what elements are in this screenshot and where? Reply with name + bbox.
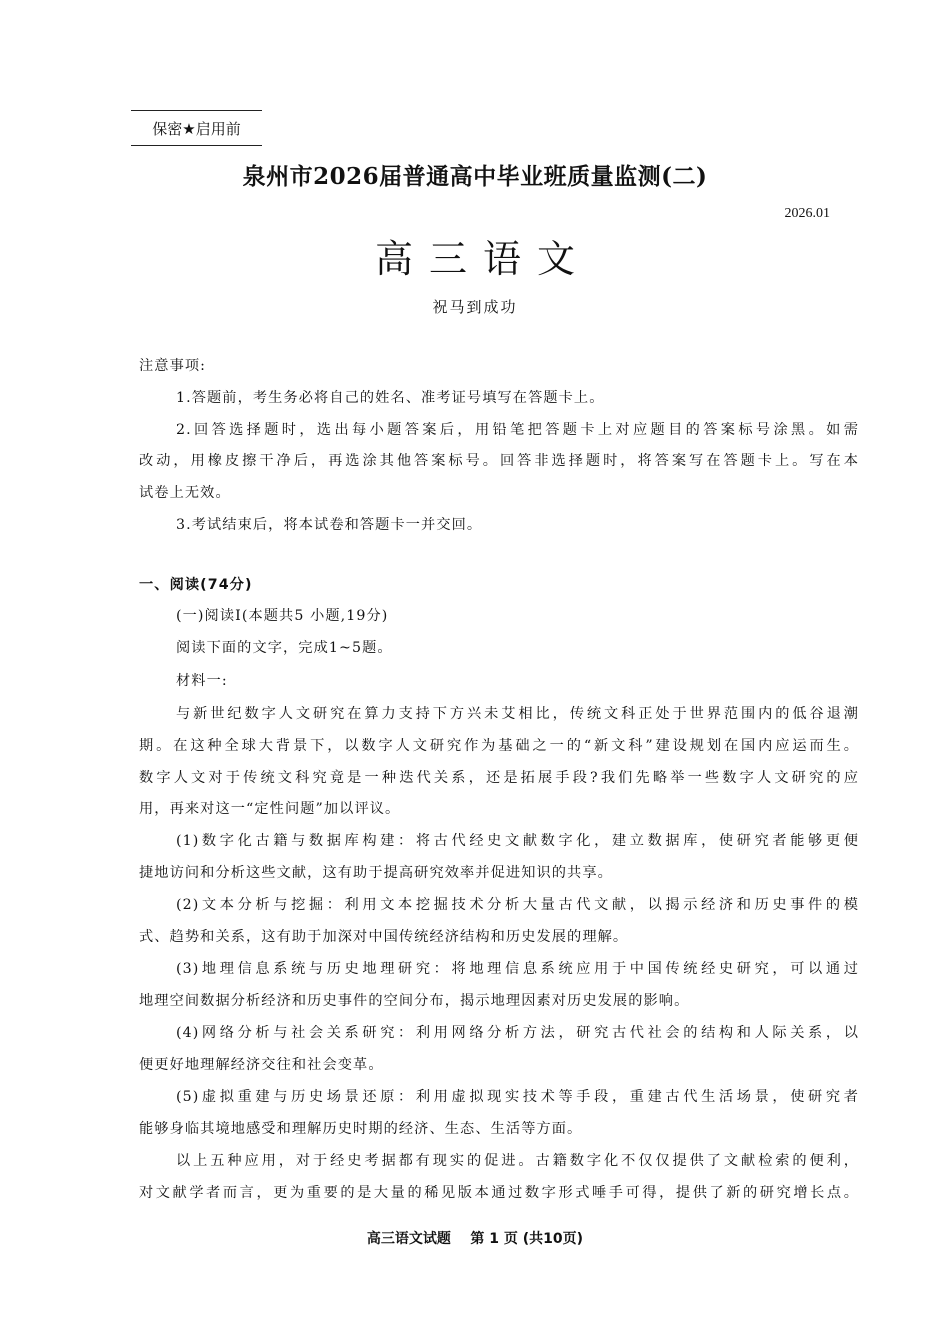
notice-item-2-line-1: 2.回答选择题时，选出每小题答案后，用铅笔把答题卡上对应题目的答案标号涂黑。如需 [176, 422, 859, 438]
notice-item-1: 1.答题前，考生务必将自己的姓名、准考证号填写在答题卡上。 [176, 390, 605, 406]
passage-p2-line-1: (1)数字化古籍与数据库构建：将古代经史文献数字化，建立数据库，使研究者能够更便 [176, 833, 859, 849]
page-footer: 高三语文试题 第 1 页 (共10页) [366, 1231, 584, 1247]
passage-p1-line-2: 期。在这种全球大背景下，以数字人文研究作为基础之一的“新文科”建设规划在国内应运而生。 [139, 738, 859, 754]
notice-item-3: 3.考试结束后，将本试卷和答题卡一并交回。 [176, 517, 483, 533]
passage-p1-line-4: 用，再来对这一“定性问题”加以评议。 [139, 801, 401, 817]
exam-title: 泉州市2026届普通高中毕业班质量监测(二) [242, 163, 708, 190]
section-instruction: 阅读下面的文字，完成1~5题。 [176, 640, 393, 656]
passage-p3-line-2: 式、趋势和关系，这有助于加深对中国传统经济结构和历史发展的理解。 [139, 929, 629, 945]
passage-p3-line-1: (2)文本分析与挖掘：利用文本挖掘技术分析大量古代文献，以揭示经济和历史事件的模 [176, 897, 859, 913]
section-heading: 一、阅读(74分) [139, 577, 253, 593]
passage-p2-line-2: 捷地访问和分析这些文献，这有助于提高研究效率并促进知识的共享。 [139, 865, 613, 881]
notice-heading: 注意事项: [139, 358, 207, 374]
section-subheading: (一)阅读Ⅰ(本题共5 小题,19分) [176, 608, 389, 624]
passage-p5-line-2: 便更好地理解经济交往和社会变革。 [139, 1057, 384, 1073]
passage-p6-line-2: 能够身临其境地感受和理解历史时期的经济、生态、生活等方面。 [139, 1121, 583, 1137]
passage-p7-line-2: 对文献学者而言，更为重要的是大量的稀见版本通过数字形式唾手可得，提供了新的研究增长点。 [139, 1185, 859, 1201]
exam-date: 2026.01 [784, 206, 830, 221]
confidential-label: 保密★启用前 [131, 110, 262, 146]
passage-p4-line-2: 地理空间数据分析经济和历史事件的空间分布，揭示地理因素对历史发展的影响。 [139, 993, 690, 1009]
notice-item-2-line-2: 改动，用橡皮擦干净后，再选涂其他答案标号。回答非选择题时，将答案写在答题卡上。写在本 [139, 453, 859, 469]
notice-item-2-line-3: 试卷上无效。 [139, 485, 231, 501]
material-label: 材料一: [176, 673, 228, 689]
passage-p1-line-3: 数字人文对于传统文科究竟是一种迭代关系，还是拓展手段?我们先略举一些数字人文研究的应 [139, 770, 859, 786]
slogan: 祝马到成功 [432, 298, 518, 316]
passage-p4-line-1: (3)地理信息系统与历史地理研究：将地理信息系统应用于中国传统经史研究，可以通过 [176, 961, 859, 977]
passage-p6-line-1: (5)虚拟重建与历史场景还原：利用虚拟现实技术等手段，重建古代生活场景，使研究者 [176, 1089, 859, 1105]
passage-p5-line-1: (4)网络分析与社会关系研究：利用网络分析方法，研究古代社会的结构和人际关系，以 [176, 1025, 859, 1041]
passage-p1-line-1: 与新世纪数字人文研究在算力支持下方兴未艾相比，传统文科正处于世界范围内的低谷退潮 [176, 706, 859, 722]
subject-title: 高三语文 [374, 237, 591, 281]
passage-p7-line-1: 以上五种应用，对于经史考据都有现实的促进。古籍数字化不仅仅提供了文献检索的便利， [176, 1153, 859, 1169]
